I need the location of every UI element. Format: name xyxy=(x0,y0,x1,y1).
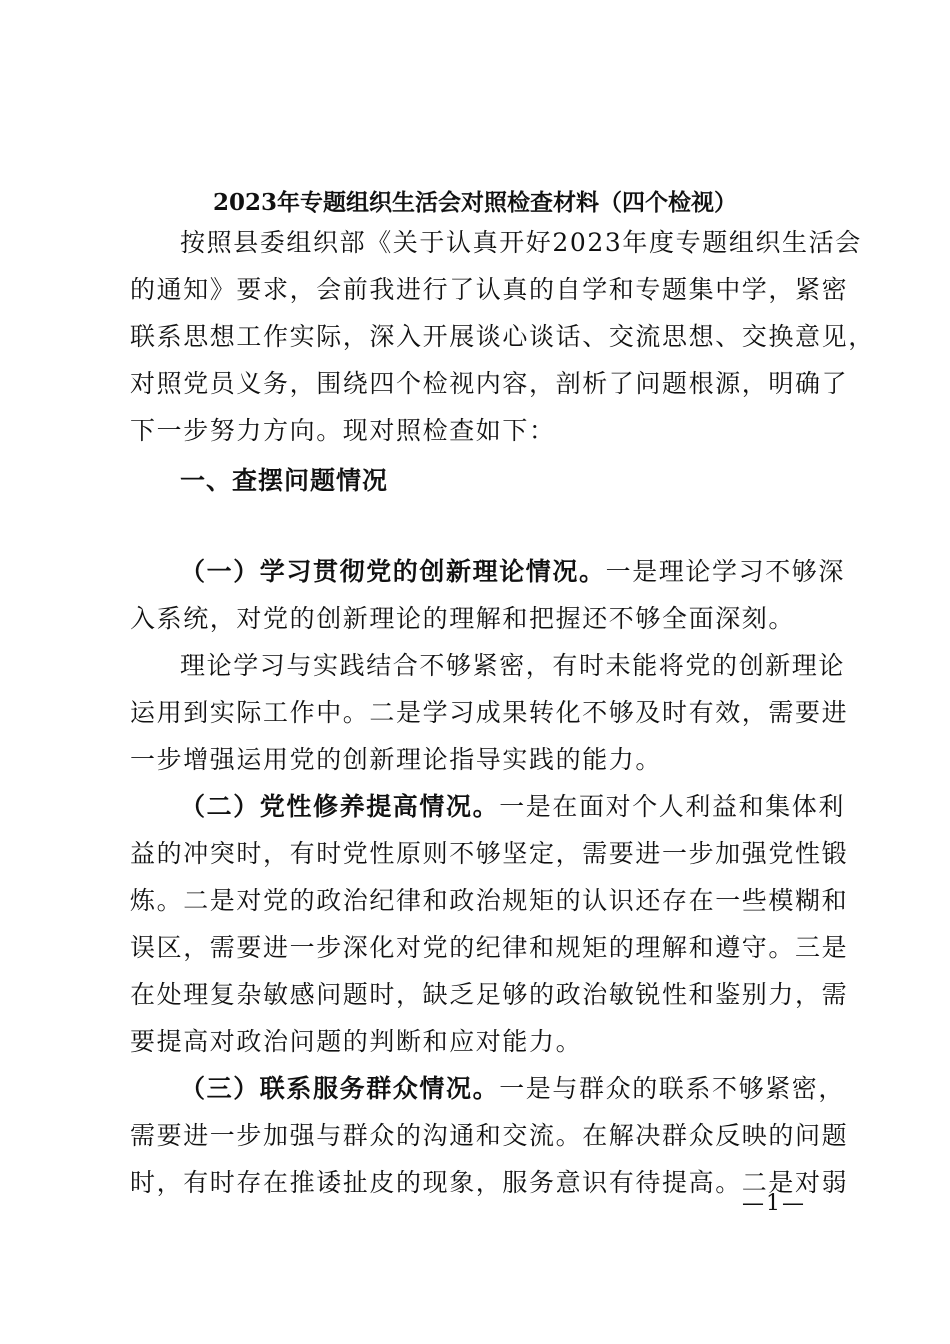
paragraph-text: 对照党员义务，围绕四个检视内容，剖析了问题根源，明确了 xyxy=(130,369,849,398)
paragraph-line xyxy=(130,977,849,1013)
paragraph-line xyxy=(130,366,849,402)
paragraph-line xyxy=(130,1024,816,1060)
paragraph-text: 益的冲突时，有时党性原则不够坚定，需要进一步加强党性锻 xyxy=(130,839,849,868)
paragraph-line xyxy=(180,1071,846,1107)
paragraph-text: 一是在面对个人利益和集体利 xyxy=(499,792,846,821)
paragraph-line xyxy=(130,413,816,449)
paragraph-text: 在处理复杂敏感问题时，缺乏足够的政治敏锐性和鉴别力，需 xyxy=(130,980,849,1009)
paragraph-line xyxy=(130,836,849,872)
paragraph-line xyxy=(130,883,849,919)
paragraph-line xyxy=(130,272,849,308)
paragraph-line xyxy=(180,648,846,684)
paragraph-line xyxy=(130,319,875,355)
paragraph-line xyxy=(130,930,849,966)
subsection-title: （二）党性修养提高情况。 xyxy=(180,792,500,821)
page-number: —1— xyxy=(742,1191,806,1216)
paragraph-text: 需要进一步加强与群众的沟通和交流。在解决群众反映的问题 xyxy=(130,1121,849,1150)
paragraph-line xyxy=(130,1165,849,1201)
paragraph-text: 一是与群众的联系不够紧密， xyxy=(499,1074,846,1103)
paragraph-line xyxy=(130,742,816,778)
paragraph-line xyxy=(180,789,846,825)
paragraph-text: 的通知》要求，会前我进行了认真的自学和专题集中学，紧密 xyxy=(130,275,849,304)
paragraph-text: 一是理论学习不够深 xyxy=(605,557,846,586)
paragraph-text: 理论学习与实践结合不够紧密，有时未能将党的创新理论 xyxy=(180,651,846,680)
section-heading: 一、查摆问题情况 xyxy=(180,466,389,495)
paragraph-text: 炼。二是对党的政治纪律和政治规矩的认识还存在一些模糊和 xyxy=(130,886,849,915)
paragraph-text: 要提高对政治问题的判断和应对能力。 xyxy=(130,1027,583,1056)
paragraph-line xyxy=(180,554,846,590)
paragraph-text: 入系统，对党的创新理论的理解和把握还不够全面深刻。 xyxy=(130,604,796,633)
paragraph-text: 运用到实际工作中。二是学习成果转化不够及时有效，需要进 xyxy=(130,698,849,727)
paragraph-text: 误区，需要进一步深化对党的纪律和规矩的理解和遵守。三是 xyxy=(130,933,849,962)
paragraph-line xyxy=(130,695,849,731)
paragraph-text: 按照县委组织部《关于认真开好2023年度专题组织生活会 xyxy=(180,228,862,257)
paragraph-line xyxy=(130,1118,849,1154)
paragraph-text: 下一步努力方向。现对照检查如下： xyxy=(130,416,556,445)
paragraph-line xyxy=(130,601,816,637)
document-title: 2023年专题组织生活会对照检查材料（四个检视） xyxy=(212,189,737,216)
paragraph-text: 一步增强运用党的创新理论指导实践的能力。 xyxy=(130,745,663,774)
subsection-title: （三）联系服务群众情况。 xyxy=(180,1074,500,1103)
paragraph-text: 时，有时存在推诿扯皮的现象，服务意识有待提高。二是对弱 xyxy=(130,1168,849,1197)
paragraph-text: 联系思想工作实际，深入开展谈心谈话、交流思想、交换意见， xyxy=(130,322,875,351)
subsection-title: （一）学习贯彻党的创新理论情况。 xyxy=(180,557,606,586)
paragraph-line xyxy=(180,225,862,261)
